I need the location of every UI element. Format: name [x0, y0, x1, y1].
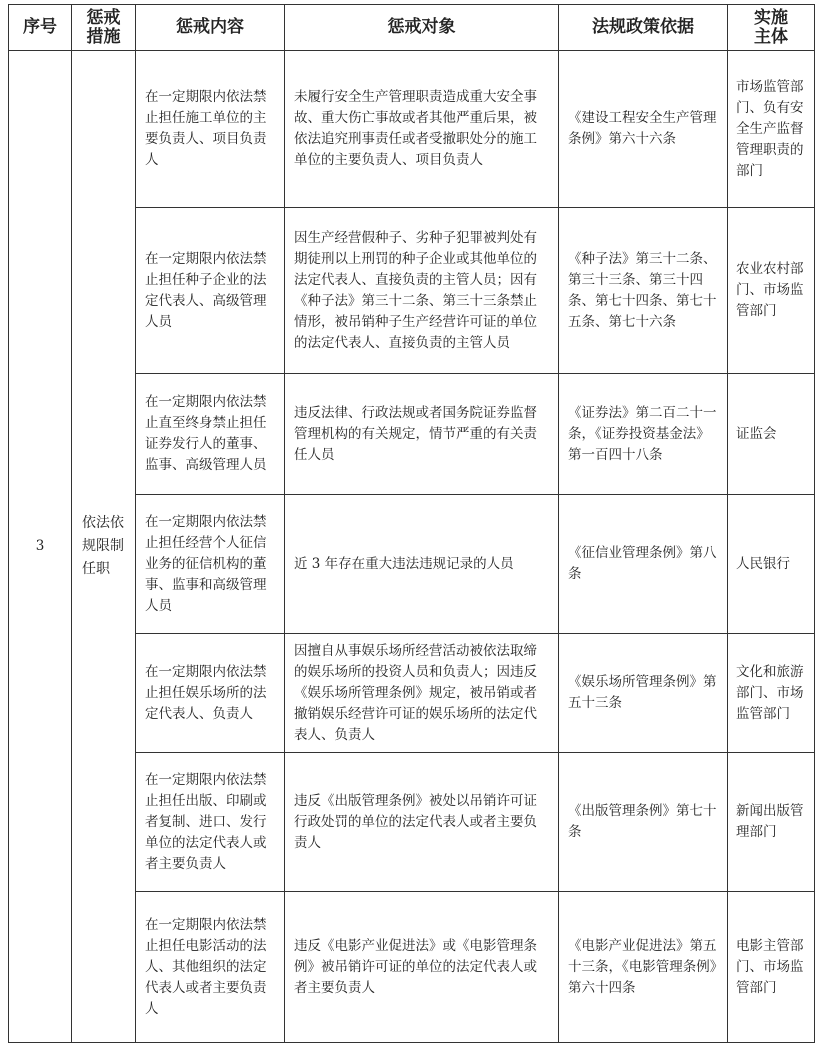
content-cell: 在一定期限内依法禁止担任娱乐场所的法定代表人、负责人	[136, 634, 285, 753]
target-cell: 违反法律、行政法规或者国务院证券监督管理机构的有关规定，情节严重的有关责任人员	[285, 374, 559, 495]
header-measure	[72, 5, 136, 51]
basis-cell: 《出版管理条例》第七十条	[559, 753, 728, 892]
target-cell: 因生产经营假种子、劣种子犯罪被判处有期徒刑以上刑罚的种子企业或其他单位的法定代表人、直接负责的主管人员；因有《种子法》第三十二条、第三十三条禁止情形，被吊销种子生产经营许可证的单位的法定代表人、直接负责的主管人员	[285, 208, 559, 374]
target-cell: 未履行安全生产管理职责造成重大安全事故、重大伤亡事故或者其他严重后果，被依法追究刑事责任或者受撤职处分的施工单位的主要负责人、项目负责人	[285, 51, 559, 208]
header-subject-text: 实施 主体	[754, 7, 788, 47]
basis-cell: 《种子法》第三十二条、第三十三条、第三十四条、第七十四条、第七十五条、第七十六条	[559, 208, 728, 374]
content-cell: 在一定期限内依法禁止担任施工单位的主要负责人、项目负责人	[136, 51, 285, 208]
basis-cell: 《建设工程安全生产管理条例》第六十六条	[559, 51, 728, 208]
basis-cell: 《征信业管理条例》第八条	[559, 495, 728, 634]
basis-cell: 《电影产业促进法》第五十三条，《电影管理条例》第六十四条	[559, 892, 728, 1043]
header-target: 惩戒对象	[285, 5, 559, 51]
table-row	[9, 51, 815, 208]
subject-cell: 电影主管部门、市场监管部门	[728, 892, 815, 1043]
basis-cell: 《证券法》第二百二十一条，《证券投资基金法》第一百四十八条	[559, 374, 728, 495]
header-measure-text: 惩戒 措施	[86, 7, 121, 47]
basis-cell: 《娱乐场所管理条例》第五十三条	[559, 634, 728, 753]
subject-cell: 市场监管部门、负有安全生产监督管理职责的部门	[728, 51, 815, 208]
header-seq: 序号	[9, 5, 72, 51]
content-cell: 在一定期限内依法禁止直至终身禁止担任证券发行人的董事、监事、高级管理人员	[136, 374, 285, 495]
subject-cell: 文化和旅游部门、市场监管部门	[728, 634, 815, 753]
subject-cell: 人民银行	[728, 495, 815, 634]
target-cell: 违反《出版管理条例》被处以吊销许可证行政处罚的单位的法定代表人或者主要负责人	[285, 753, 559, 892]
content-cell: 在一定期限内依法禁止担任种子企业的法定代表人、高级管理人员	[136, 208, 285, 374]
punishment-table	[8, 4, 815, 1043]
subject-cell: 农业农村部门、市场监管部门	[728, 208, 815, 374]
target-cell: 因擅自从事娱乐场所经营活动被依法取缔的娱乐场所的投资人员和负责人；因违反《娱乐场所管理条例》规定，被吊销或者撤销娱乐经营许可证的娱乐场所的法定代表人、负责人	[285, 634, 559, 753]
target-cell: 近 3 年存在重大违法违规记录的人员	[285, 495, 559, 634]
target-cell: 违反《电影产业促进法》或《电影管理条例》被吊销许可证的单位的法定代表人或者主要负责人	[285, 892, 559, 1043]
measure-cell: 依法依规限制任职	[72, 51, 136, 1043]
content-cell: 在一定期限内依法禁止担任出版、印刷或者复制、进口、发行单位的法定代表人或者主要负责人	[136, 753, 285, 892]
document-page	[8, 4, 815, 1043]
header-content: 惩戒内容	[136, 5, 285, 51]
seq-cell: 3	[9, 51, 72, 1043]
header-subject	[728, 5, 815, 51]
subject-cell: 新闻出版管理部门	[728, 753, 815, 892]
content-cell: 在一定期限内依法禁止担任经营个人征信业务的征信机构的董事、监事和高级管理人员	[136, 495, 285, 634]
subject-cell: 证监会	[728, 374, 815, 495]
header-row	[9, 5, 815, 51]
header-basis: 法规政策依据	[559, 5, 728, 51]
content-cell: 在一定期限内依法禁止担任电影活动的法人、其他组织的法定代表人或者主要负责人	[136, 892, 285, 1043]
